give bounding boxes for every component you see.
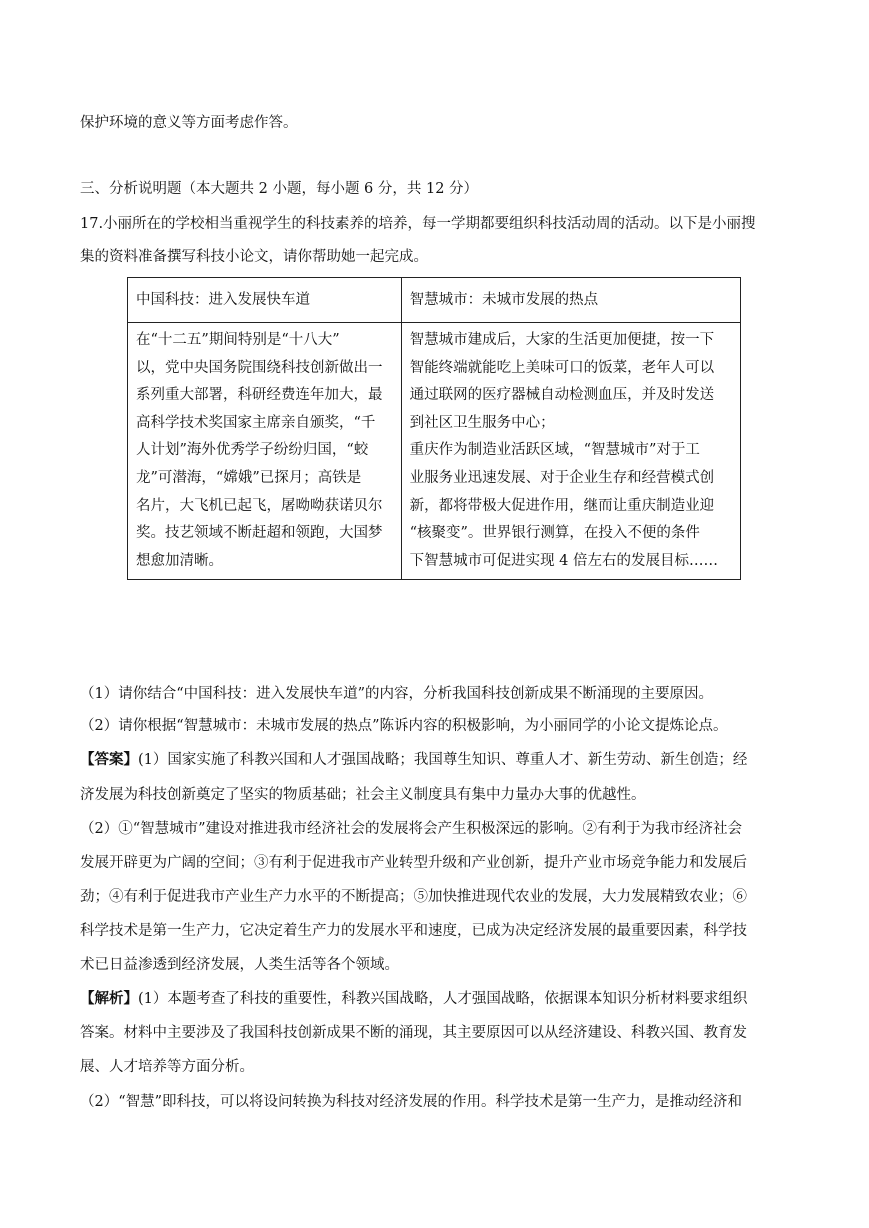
cell-text-line: 想愈加清晰。 — [136, 552, 223, 569]
cell-text-line: 以，党中央国务院围绕科技创新做出一 — [136, 359, 383, 376]
analysis-line-3: 展、人才培养等方面分析。 — [80, 1059, 254, 1075]
cell-text-line: 高科学技术奖国家主席亲自颁奖，“千 — [136, 414, 376, 431]
cell-text-line: 龙”可潜海，“嫦娥”已探月；高铁是 — [136, 469, 362, 486]
section-heading: 三、分析说明题（本大题共 2 小题，每小题 6 分，共 12 分） — [80, 181, 479, 197]
cell-text-line: 业服务业迅速发展、对于企业生存和经营模式创 — [409, 469, 715, 486]
intro-tail-line: 保护环境的意义等方面考虑作答。 — [80, 115, 298, 131]
analysis-line-1 — [80, 989, 792, 1009]
answer-line-4: 发展开辟更为广阔的空间；③有利于促进我市产业转型升级和产业创新，提升产业市场竞争能力和发展后 — [80, 855, 747, 871]
answer-line-2: 济发展为科技创新奠定了坚实的物质基础；社会主义制度具有集中力量办大事的优越性。 — [80, 787, 646, 803]
table-cell-smart-city — [401, 323, 740, 580]
cell-text-line: 名片，大飞机已起飞，屠呦呦获诺贝尔 — [136, 497, 383, 514]
cell-text-line: “核聚变”。世界银行测算，在投入不便的条件 — [409, 525, 700, 542]
analysis-line-4: （2）“智慧”即科技，可以将设问转换为科技对经济发展的作用。科学技术是第一生产力，是推动经济和 — [80, 1094, 743, 1110]
sub-question-1: （1）请你结合“中国科技：进入发展快车道”的内容，分析我国科技创新成果不断涌现的主要原因。 — [80, 686, 714, 702]
table-head-right: 智慧城市：未城市发展的热点 — [401, 278, 740, 323]
answer-1-text: (1）国家实施了科教兴国和人才强国战略；我国尊生知识、尊重人才、新生劳动、新生创造；经 — [138, 752, 748, 768]
answer-line-6: 科学技术是第一生产力，它决定着生产力的发展水平和速度，已成为决定经济发展的最重要因素，科学技 — [80, 923, 747, 939]
cell-text-line: 下智慧城市可促进实现 4 倍左右的发展目标…… — [409, 552, 719, 569]
analysis-label: 【解析】 — [80, 990, 138, 1007]
answer-line-1 — [80, 750, 792, 770]
cell-text-line: 系列重大部署，科研经费连年加大，最 — [136, 387, 383, 404]
cell-text-line: 在“十二五”期间特别是“十八大” — [136, 332, 340, 348]
analysis-line-2: 答案。材料中主要涉及了我国科技创新成果不断的涌现，其主要原因可以从经济建设、科教兴国、教育发 — [80, 1025, 747, 1041]
question-17-line-2: 集的资料准备撰写科技小论文，请你帮助她一起完成。 — [80, 249, 428, 265]
sub-question-2: （2）请你根据“智慧城市：未城市发展的热点”陈诉内容的积极影响，为小丽同学的小论文提炼论点。 — [80, 718, 728, 734]
cell-text-line: 通过联网的医疗器械自动检测血压，并及时发送 — [409, 387, 715, 404]
cell-text-line: 人计划”海外优秀学子纷纷归国，“蛟 — [136, 442, 369, 459]
question-17-line-1: 17.小丽所在的学校相当重视学生的科技素养的培养，每一学期都要组织科技活动周的活动。以下是小丽搜 — [80, 216, 756, 232]
cell-text-line: 智慧城市建成后，大家的生活更加便捷，按一下 — [409, 332, 715, 348]
table-head-left: 中国科技：进入发展快车道 — [128, 278, 402, 323]
answer-line-5: 劲；④有利于促进我市产业生产力水平的不断提高；⑤加快推进现代农业的发展，大力发展精致农业；⑥ — [80, 889, 747, 905]
cell-text-line: 新，都将带极大促进作用，继而让重庆制造业迎 — [409, 497, 715, 514]
material-table — [127, 277, 741, 580]
table-header-row — [128, 278, 741, 323]
table-cell-china-tech — [128, 323, 402, 580]
answer-line-3: （2）①“智慧城市”建设对推进我市经济社会的发展将会产生积极深远的影响。②有利于为我市经济社会 — [80, 821, 743, 837]
cell-text-line: 智能终端就能吃上美味可口的饭菜，老年人可以 — [409, 359, 715, 376]
cell-text-line: 到社区卫生服务中心； — [409, 414, 555, 431]
table-body-row — [128, 323, 741, 580]
answer-line-7: 术已日益渗透到经济发展，人类生活等各个领域。 — [80, 957, 399, 973]
analysis-1-text: (1）本题考查了科技的重要性，科教兴国战略，人才强国战略，依据课本知识分析材料要求组织 — [138, 991, 748, 1007]
cell-text-line: 重庆作为制造业活跃区域，“智慧城市”对于工 — [409, 442, 700, 459]
answer-label: 【答案】 — [80, 751, 138, 768]
cell-text-line: 奖。技艺领域不断赶超和领跑，大国梦 — [136, 525, 383, 542]
